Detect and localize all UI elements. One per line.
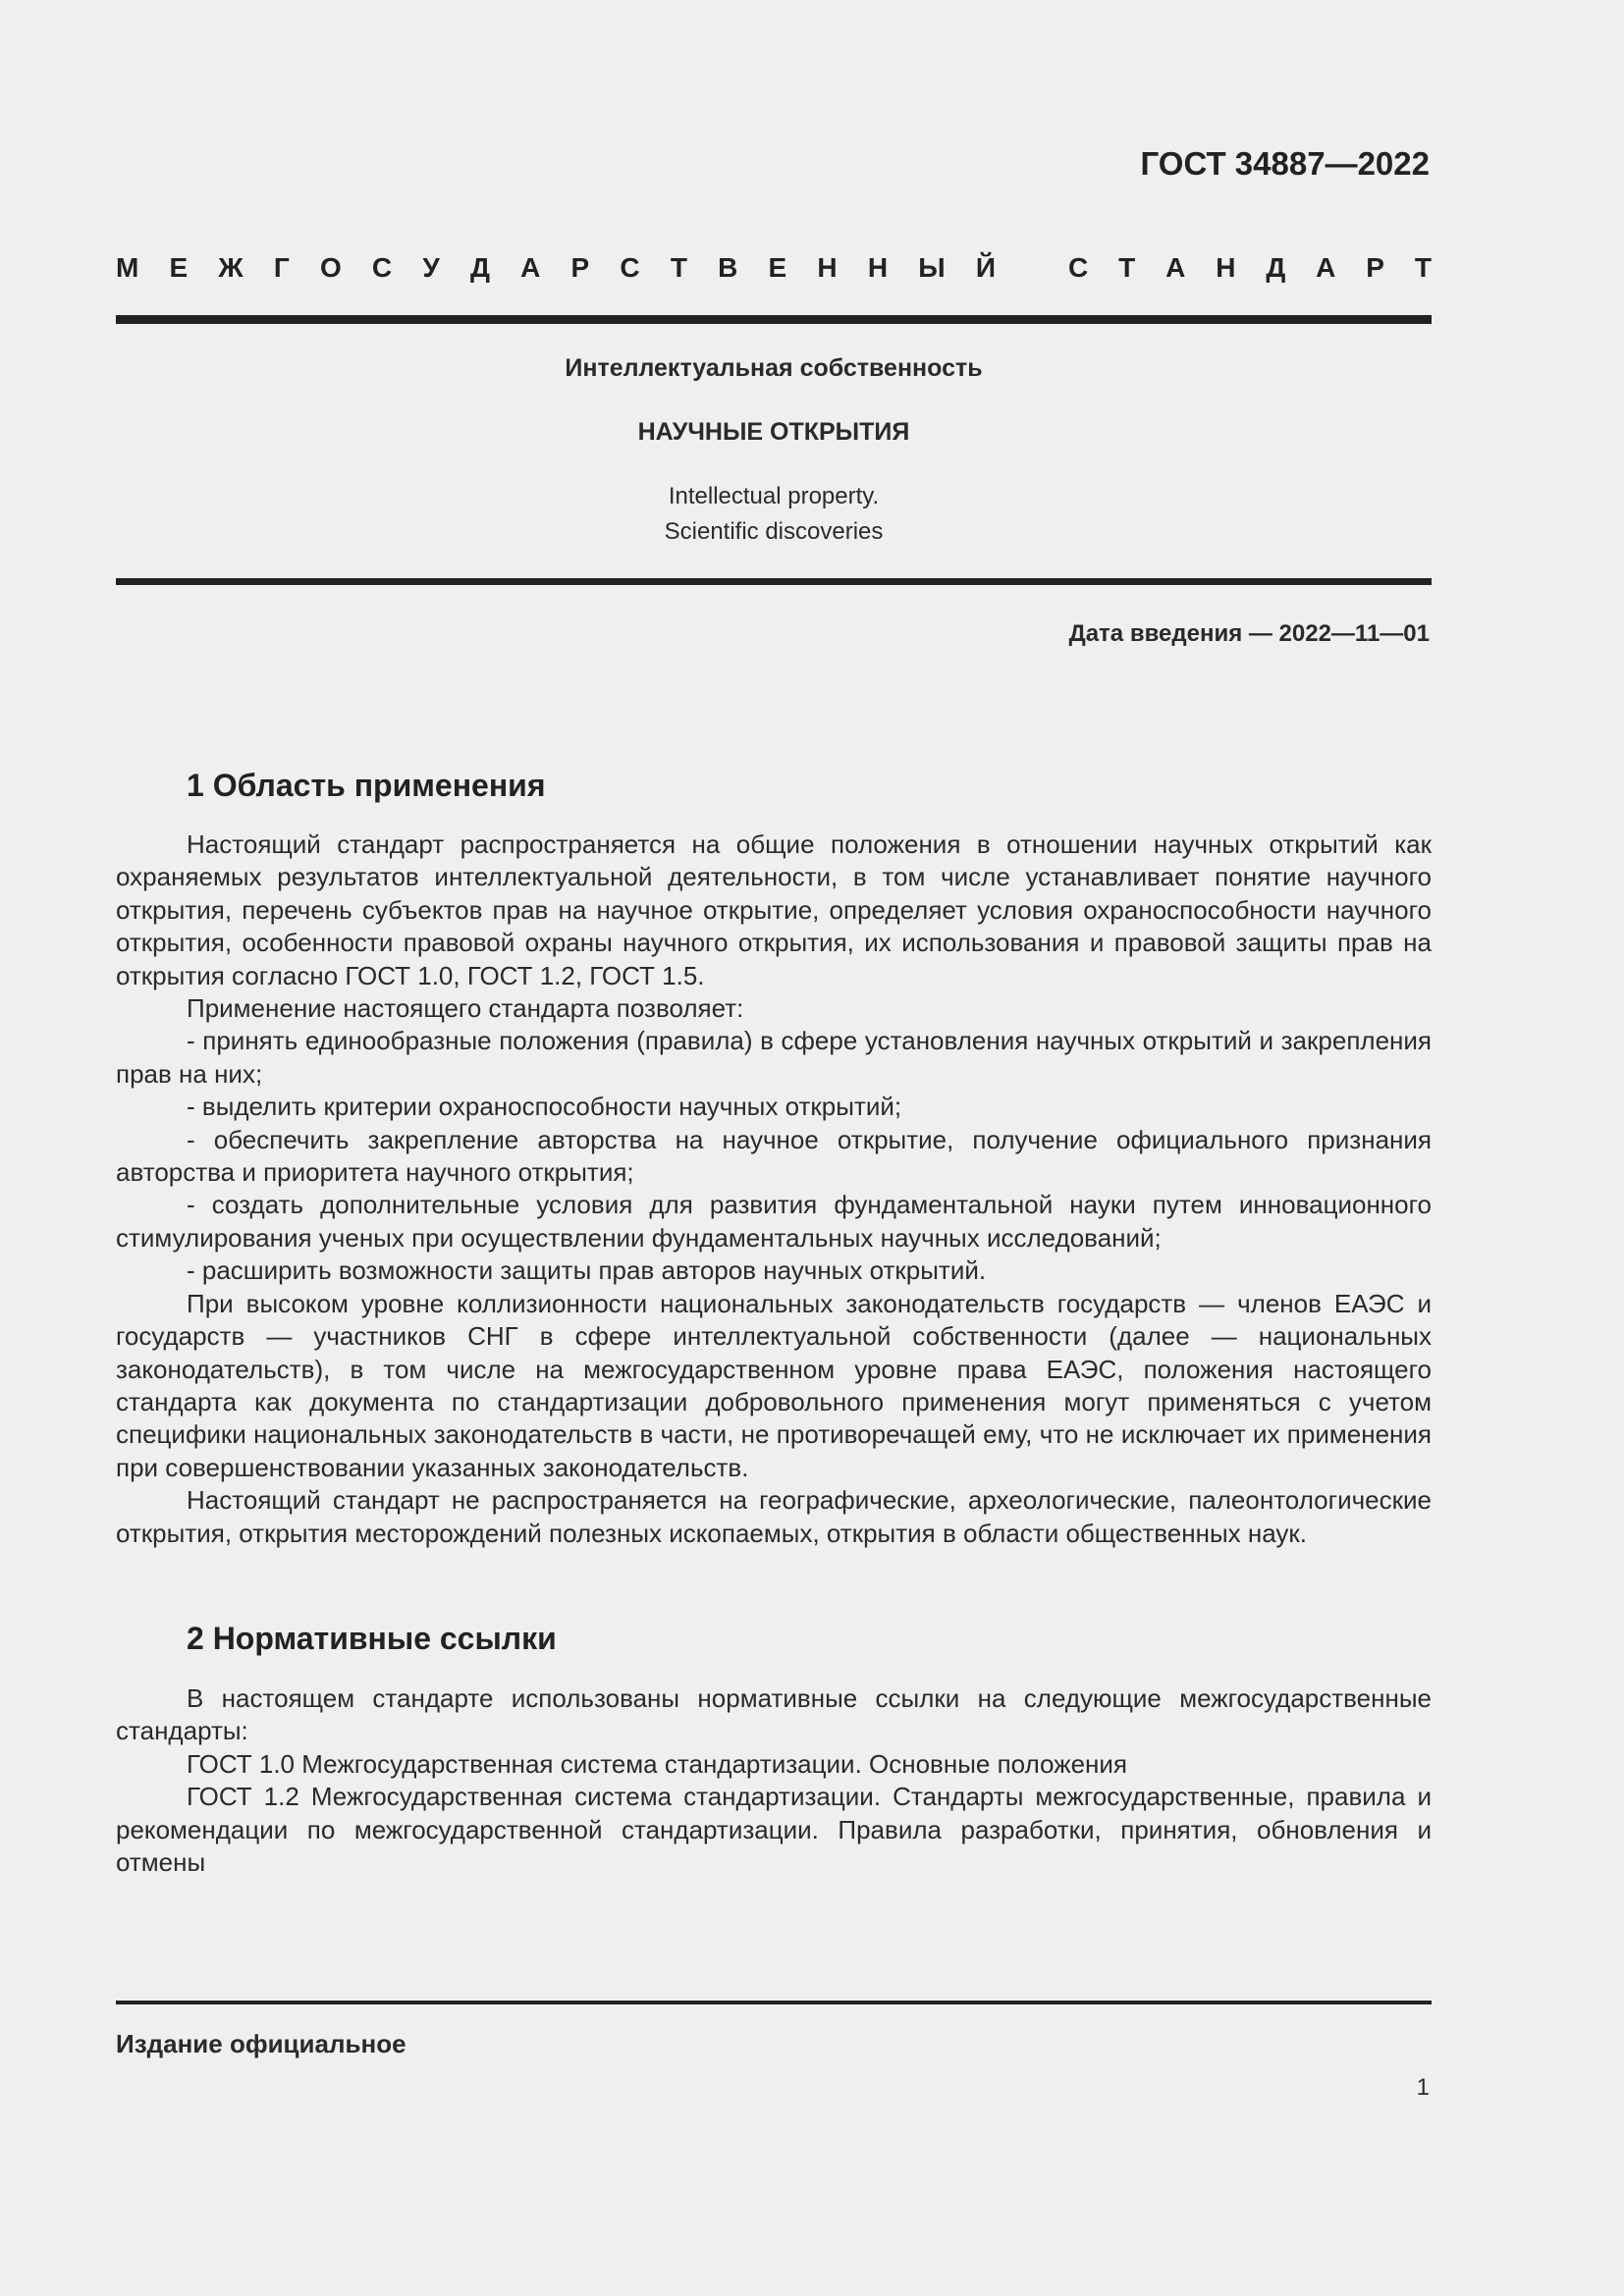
banner-letter: Н [867,252,889,283]
banner-letter: О [319,252,342,283]
top-divider [116,315,1432,324]
banner-letter: С [1068,252,1089,283]
footer-divider [116,2001,1432,2004]
list-item: - обеспечить закрепление авторства на научное открытие, получение официального признания авторства и приоритета научного открытия; [116,1124,1432,1188]
banner-letter: Н [1216,252,1236,283]
list-item: - расширить возможности защиты прав авторов научных открытий. [187,1255,987,1286]
page-number: 1 [1416,2074,1430,2101]
english-title-line: Scientific discoveries [664,518,884,545]
banner-letter: Р [1366,252,1384,283]
english-title [116,479,1432,550]
list-item: - создать дополнительные условия для развития фундаментальной науки путем инновационного стимулирования ученых при осуществлении фундаментальных научных исследований; [116,1190,1432,1253]
banner-letter: Ж [218,252,244,283]
banner-letter: Й [975,252,996,283]
interstate-word [116,252,996,284]
banner-letter: С [371,252,393,283]
standard-word [1068,252,1432,284]
banner-letter: Е [768,252,787,283]
list-item: - выделить критерии охраноспособности научных открытий; [187,1092,902,1122]
banner-letter: Д [1266,252,1286,283]
english-title-line: Intellectual property. [668,483,880,509]
banner-letter: Г [273,252,290,283]
paragraph: Применение настоящего стандарта позволяет: [187,993,744,1024]
section-1-heading: 1 Область применения [187,768,546,803]
interstate-standard-banner [116,252,1432,284]
banner-letter: Т [670,252,687,283]
banner-letter: А [1316,252,1336,283]
banner-letter: Н [817,252,838,283]
paragraph: В настоящем стандарте использованы нормативные ссылки на следующие межгосударственные стандарты: [116,1683,1432,1746]
reference-item: ГОСТ 1.0 Межгосударственная система стандартизации. Основные положения [187,1748,1128,1779]
banner-letter: А [1165,252,1186,283]
banner-letter: Ы [918,252,946,283]
banner-letter: Р [570,252,590,283]
document-title: НАУЧНЫЕ ОТКРЫТИЯ [637,418,910,446]
paragraph: При высоком уровне коллизионности национальных законодательств государств — членов ЕАЭС и государств — участников СНГ в сфере интеллектуальной собственности (далее — национальных законодательств), в том числе на межгосударственном уровне права ЕАЭС, положения настоящего стандарта как документа по стандартизации добровольного применения могут применяться с учетом специфики национальных законодательств в части, не противоречащей ему, что не исключает их применения при совершенствовании указанных законодательств. [116,1288,1432,1482]
section-2-heading: 2 Нормативные ссылки [187,1621,557,1656]
banner-letter: Е [169,252,189,283]
title-divider [116,578,1432,585]
banner-letter: Т [1414,252,1432,283]
banner-letter: М [116,252,139,283]
paragraph: Настоящий стандарт не распространяется на географические, археологические, палеонтологические открытия, открытия месторождений полезных ископаемых, открытия в области общественных наук. [116,1485,1432,1548]
banner-letter: Т [1118,252,1136,283]
official-edition-label: Издание официальное [116,2029,406,2058]
banner-letter: С [620,252,640,283]
banner-letter: А [520,252,541,283]
list-item: - принять единообразные положения (правила) в сфере установления научных открытий и закрепления прав на них; [116,1026,1432,1089]
banner-letter: В [718,252,738,283]
banner-letter: У [422,252,440,283]
effective-date: Дата введения — 2022—11—01 [1068,620,1430,647]
reference-item: ГОСТ 1.2 Межгосударственная система стандартизации. Стандарты межгосударственные, правила и рекомендации по межгосударственной стандартизации. Правила разработки, принятия, обновления и отмены [116,1782,1432,1878]
section-2-body [116,1682,1432,1879]
section-1-body [116,828,1432,1550]
paragraph: Настоящий стандарт распространяется на общие положения в отношении научных открытий как охраняемых результатов интеллектуальной деятельности, в том числе устанавливает понятие научного открытия, перечень субъектов прав на научное открытие, определяет условия охраноспособности научного открытия, особенности правовой охраны научного открытия, их использования и правовой защиты прав на открытия согласно ГОСТ 1.0, ГОСТ 1.2, ГОСТ 1.5. [116,829,1432,990]
banner-letter: Д [469,252,490,283]
gost-number: ГОСТ 34887—2022 [1140,145,1430,182]
subject-line: Интеллектуальная собственность [565,354,983,382]
